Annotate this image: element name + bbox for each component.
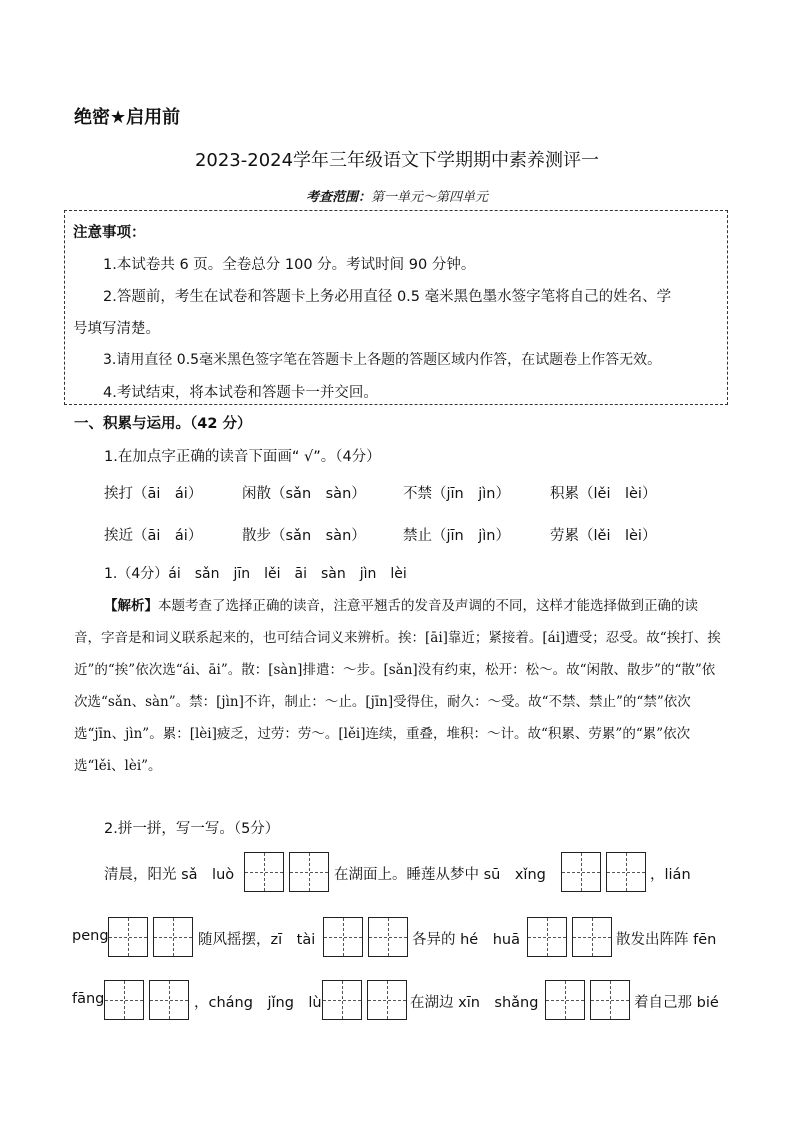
q2-text: 随风摇摆，zī tài — [198, 932, 316, 948]
scope-value: 第一单元～第四单元 — [371, 190, 489, 205]
q1-option: 劳累（lěi lèi） — [550, 528, 657, 544]
q1-option: 挨打（āi ái） — [104, 486, 203, 502]
writing-grid-box[interactable] — [527, 917, 567, 957]
q2-text: 各异的 hé huā — [412, 932, 520, 948]
scope-label: 考查范围： — [305, 190, 371, 205]
writing-grid-box[interactable] — [572, 917, 612, 957]
q2-text: 在湖面上。睡莲从梦中 sū xǐng — [334, 867, 546, 883]
writing-grid-box[interactable] — [149, 980, 189, 1020]
q2-text: ，lián — [650, 867, 691, 883]
writing-grid-box[interactable] — [590, 980, 630, 1020]
q1-option: 闲散（sǎn sàn） — [242, 486, 366, 502]
q1-option: 挨近（āi ái） — [104, 528, 203, 544]
writing-grid-box[interactable] — [153, 917, 193, 957]
question-1-prompt: 1.在加点字正确的读音下面画“ √”。（4分） — [104, 449, 381, 465]
q1-option: 不禁（jīn jìn） — [403, 486, 510, 502]
writing-grid-box[interactable] — [368, 917, 408, 957]
notice-item-2-cont: 号填写清楚。 — [73, 321, 160, 337]
writing-grid-box[interactable] — [367, 980, 407, 1020]
q1-option: 禁止（jīn jìn） — [403, 528, 510, 544]
q1-option: 积累（lěi lèi） — [550, 486, 657, 502]
page-title: 2023-2024学年三年级语文下学期期中素养测评一 — [194, 150, 600, 171]
q2-text: 着自己那 bié — [634, 995, 719, 1011]
q2-text: 在湖边 xīn shǎng — [410, 995, 539, 1011]
notice-item-1: 1.本试卷共 6 页。全卷总分 100 分。考试时间 90 分钟。 — [103, 257, 476, 273]
exam-scope — [0, 186, 794, 205]
explanation-text: 本题考查了选择正确的读音，注意平翘舌的发音及声调的不同，这样才能选择做到正确的读音，字音是和词义联系起来的，也可结合词义来辨析。挨：[āi]靠近；紧接着。[ái]遭受；忍受。故“挨打、挨近”的“挨”依次选“ái、āi”。散：[sàn]排遣：～步。[sǎn]没有约束，松开：松～。故“闲散、散步”的“散”依次选“sǎn、sàn”。禁：[jìn]不许，制止：～止。[jīn]受得住，耐久：～受。故“不禁、禁止”的“禁”依次选“jīn、jìn”。累：[lèi]疲乏，过劳：劳～。[lěi]连续，重叠，堆积：～计。故“积累、劳累”的“累”依次选“lěi、lèi”。 — [74, 598, 721, 774]
question-2-prompt: 2.拼一拼，写一写。（5分） — [104, 821, 280, 837]
writing-grid-box[interactable] — [289, 852, 329, 892]
q2-text: ，cháng jǐng lù — [194, 995, 322, 1011]
writing-grid-box[interactable] — [606, 852, 646, 892]
writing-grid-box[interactable] — [545, 980, 585, 1020]
notice-heading: 注意事项： — [73, 225, 146, 241]
q1-answer: 1.（4分）ái sǎn jīn lěi āi sàn jìn lèi — [104, 566, 407, 582]
q1-option: 散步（sǎn sàn） — [242, 528, 366, 544]
writing-grid-box[interactable] — [561, 852, 601, 892]
writing-grid-box[interactable] — [108, 917, 148, 957]
q2-text: 散发出阵阵 fēn — [616, 932, 717, 948]
q1-explanation — [74, 590, 724, 782]
explanation-label: 【解析】 — [104, 598, 158, 614]
writing-grid-box[interactable] — [322, 980, 362, 1020]
q2-text: peng — [72, 928, 109, 944]
q2-text: 清晨，阳光 sǎ luò — [104, 867, 235, 883]
notice-item-3: 3.请用直径 0.5毫米黑色签字笔在答题卡上各题的答题区域内作答，在试题卷上作答无效。 — [103, 352, 662, 368]
q2-text: fāng — [72, 991, 105, 1007]
notice-item-2: 2.答题前，考生在试卷和答题卡上务必用直径 0.5 毫米黑色墨水签字笔将自己的姓名、学 — [103, 289, 672, 305]
notice-box — [64, 210, 728, 405]
section-title: 一、积累与运用。（42 分） — [74, 416, 252, 432]
notice-item-4: 4.考试结束，将本试卷和答题卡一并交回。 — [103, 385, 378, 401]
writing-grid-box[interactable] — [104, 980, 144, 1020]
writing-grid-box[interactable] — [323, 917, 363, 957]
secret-label: 绝密★启用前 — [74, 107, 181, 128]
writing-grid-box[interactable] — [244, 852, 284, 892]
